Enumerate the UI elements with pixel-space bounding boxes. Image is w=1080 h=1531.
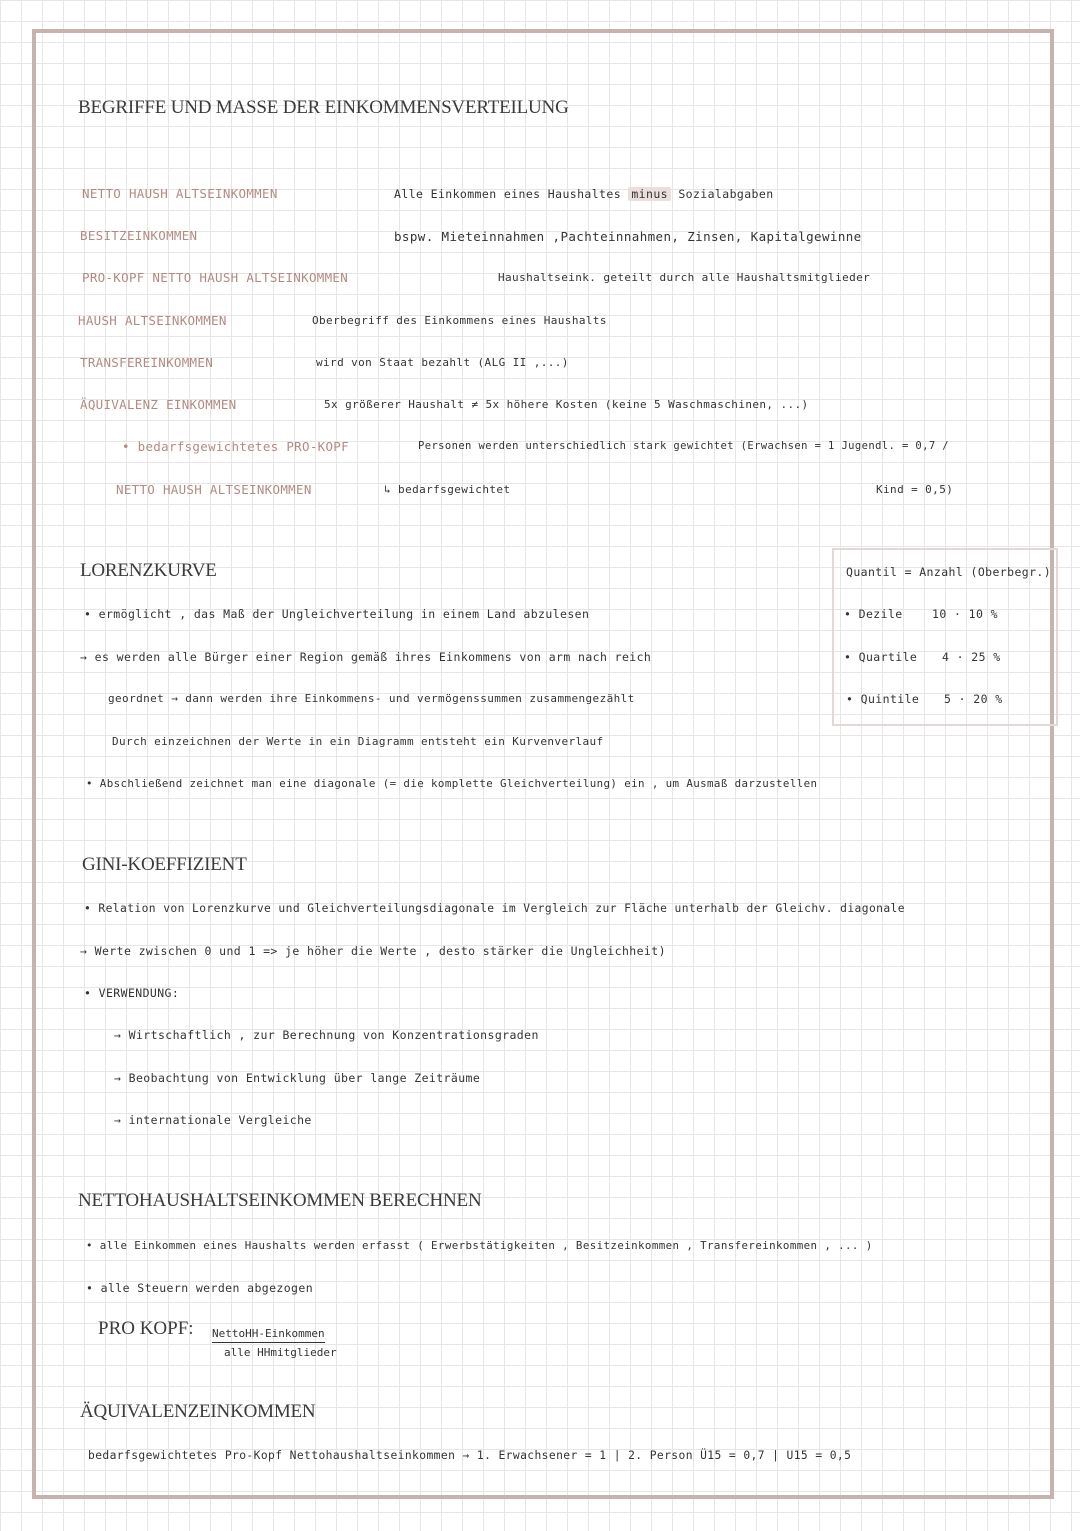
page-frame [32,29,1054,1499]
gini-line-4: → Wirtschaftlich , zur Berechnung von Konzentrationsgraden [114,1028,539,1042]
lorenz-line-5: • Abschließend zeichnet man eine diagonale (= die komplette Gleichverteilung) ein , um Ausmaß darzustellen [86,777,818,790]
aequivalenz-line: bedarfsgewichtetes Pro-Kopf Nettohaushaltseinkommen → 1. Erwachsener = 1 | 2. Person Ü15 = 0,7 | U15 = 0,5 [88,1449,852,1462]
lorenz-line-4: Durch einzeichnen der Werte in ein Diagramm entsteht ein Kurvenverlauf [112,735,604,748]
def-kind: Kind = 0,5) [876,483,954,496]
quantile-name: • Quintile [846,692,920,706]
heading-gini: GINI-KOEFFIZIENT [82,854,247,875]
quantile-value: 4 · 25 % [942,650,1001,664]
quantile-value: 5 · 20 % [944,692,1003,706]
quantile-name: • Dezile [844,607,903,621]
term-besitzeinkommen: BESITZEINKOMMEN [80,228,198,243]
def-bedarfsgewichtet-2: ↳ bedarfsgewichtet [384,483,511,496]
term-haushaltseinkommen: HAUSH ALTSEINKOMMEN [78,313,227,328]
def-haushaltseinkommen: Oberbegriff des Einkommens eines Haushalts [312,314,607,327]
gini-line-2: → Werte zwischen 0 und 1 => je höher die Werte , desto stärker die Ungleichheit) [80,944,666,958]
lorenz-line-1: • ermöglicht , das Maß der Ungleichverteilung in einem Land abzulesen [84,607,590,621]
heading-begriffe: BEGRIFFE UND MASSE DER EINKOMMENSVERTEILUNG [78,97,569,118]
quantile-name: • Quartile [844,650,918,664]
berechnen-line-1: • alle Einkommen eines Haushalts werden erfasst ( Erwerbstätigkeiten , Besitzeinkommen , Transfereinkommen , ... ) [86,1239,873,1252]
gini-line-5: → Beobachtung von Entwicklung über lange Zeiträume [114,1071,481,1085]
berechnen-line-2: • alle Steuern werden abgezogen [86,1281,314,1295]
gini-line-1: • Relation von Lorenzkurve und Gleichverteilungsdiagonale im Vergleich zur Fläche unterhalb der Gleichv. diagonale [84,902,905,915]
heading-aequivalenz: ÄQUIVALENZEINKOMMEN [80,1401,316,1422]
def-besitzeinkommen: bspw. Mieteinnahmen ,Pachteinnahmen, Zinsen, Kapitalgewinne [394,229,862,244]
def-transfereinkommen: wird von Staat bezahlt (ALG II ,...) [316,356,569,369]
pro-kopf-label: PRO KOPF: [98,1318,194,1339]
term-aequivalenzeinkommen: ÄQUIVALENZ EINKOMMEN [80,397,237,412]
lorenz-line-3: geordnet → dann werden ihre Einkommens- und vermögenssummen zusammengezählt [108,692,635,705]
heading-lorenzkurve: LORENZKURVE [80,560,217,581]
def-bedarfsgewichtet: Personen werden unterschiedlich stark gewichtet (Erwachsen = 1 Jugendl. = 0,7 / [418,440,950,452]
term-nettohaushaltseinkommen-2: NETTO HAUSH ALTSEINKOMMEN [116,482,312,497]
fraction-denominator: alle HHmitglieder [224,1346,337,1359]
term-transfereinkommen: TRANSFEREINKOMMEN [80,355,214,370]
pro-kopf-fraction [212,1322,372,1359]
gini-line-3: • VERWENDUNG: [84,986,180,1000]
term-nettohaushaltseinkommen: NETTO HAUSH ALTSEINKOMMEN [82,186,278,201]
def-text: Alle Einkommen eines Haushaltes [394,187,622,201]
def-text: Sozialabgaben [678,187,774,201]
highlight-minus: minus [628,187,671,201]
gini-line-6: → internationale Vergleiche [114,1113,312,1127]
fraction-numerator: NettoHH-Einkommen [212,1327,325,1343]
term-bedarfsgewichtet: • bedarfsgewichtetes PRO-KOPF [122,439,349,454]
def-aequivalenzeinkommen: 5x größerer Haushalt ≠ 5x höhere Kosten (keine 5 Waschmaschinen, ...) [324,398,809,411]
lorenz-line-2: → es werden alle Bürger einer Region gemäß ihres Einkommens von arm nach reich [80,650,652,664]
quantile-header: Quantil = Anzahl (Oberbegr.) [846,565,1052,579]
term-pro-kopf-nettohaushaltseinkommen: PRO-KOPF NETTO HAUSH ALTSEINKOMMEN [82,270,349,285]
quantile-value: 10 · 10 % [932,607,998,621]
def-pro-kopf: Haushaltseink. geteilt durch alle Haushaltsmitglieder [498,271,871,284]
heading-berechnen: NETTOHAUSHALTSEINKOMMEN BERECHNEN [78,1190,482,1211]
def-nettohaushaltseinkommen [394,187,774,201]
